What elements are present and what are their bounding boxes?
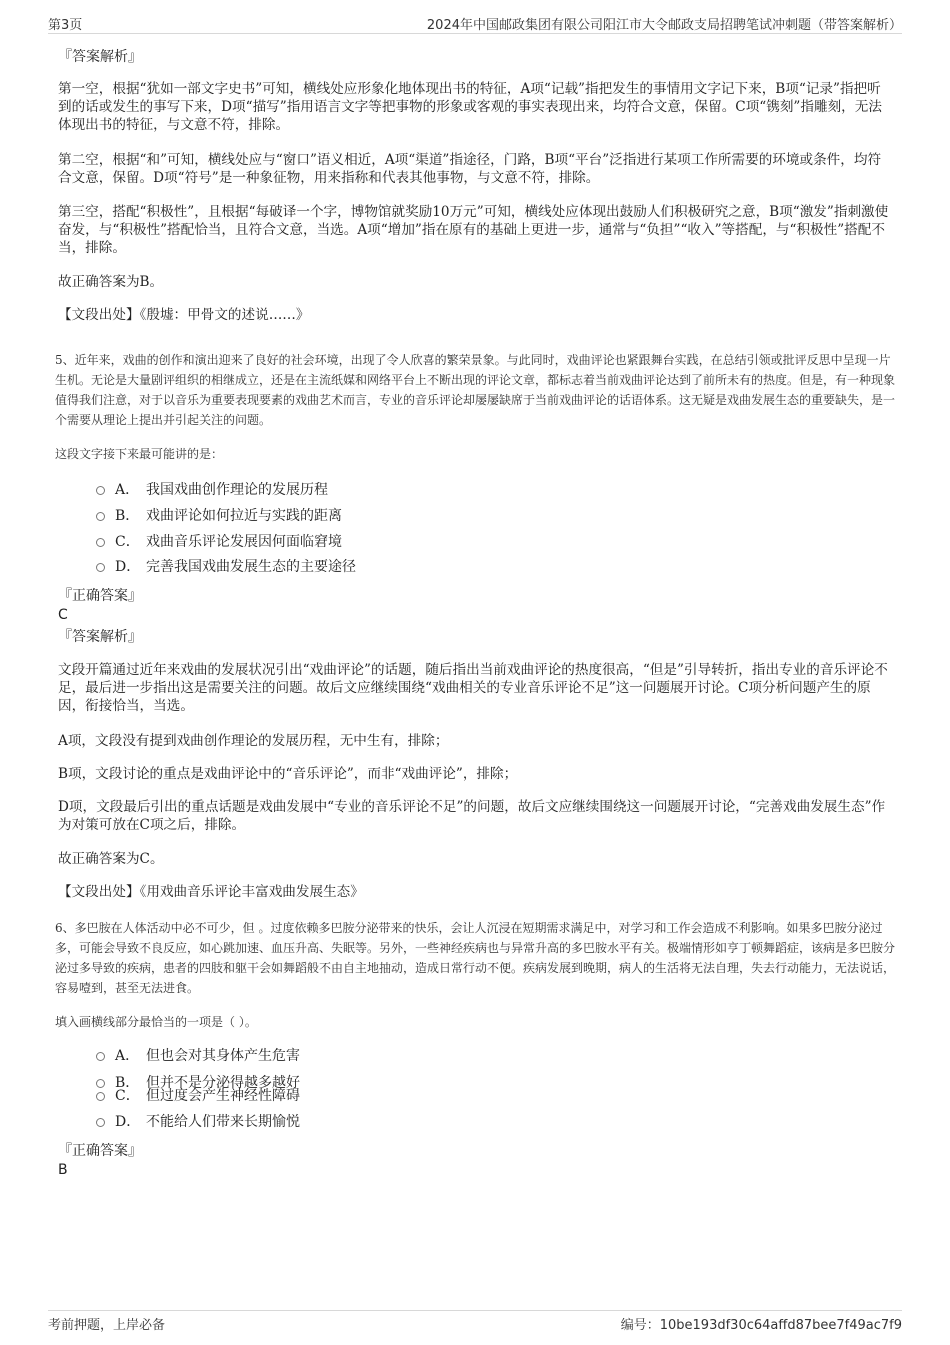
q5-analysis-para-1: 文段开篇通过近年来戏曲的发展状况引出“戏曲评论”的话题，随后指出当前戏曲评论的热度很高，“但是”引导转折，指出专业的音乐评论不足，最后进一步指出这是需要关注的问题。故后文应继续围绕“戏曲相关的专业音乐评论不足”这一问题展开讨论。C项分析问题产生的原因，衔接恰当，当选。 (58, 662, 888, 714)
q6-answer-label: 『正确答案』 (58, 1143, 142, 1159)
q5-analysis-para-2: A项，文段没有提到戏曲创作理论的发展历程，无中生有，排除； (58, 733, 449, 749)
option-text: 完善我国戏曲发展生态的主要途径 (146, 559, 356, 575)
radio-icon[interactable] (96, 486, 105, 495)
q6-stem: 6、多巴胺在人体活动中必不可少，但 。过度依赖多巴胺分泌带来的快乐，会让人沉浸在短期需求满足中，对学习和工作会造成不利影响。如果多巴胺分泌过多，可能会导致不良反应，如心跳加速、血压升高、失眠等。另外，一些神经疾病也与异常升高的多巴胺水平有关。极端情形如亨丁顿舞蹈症，该病是多巴胺分泌过多导致的疾病，患者的四肢和躯干会如舞蹈般不由自主地抽动，造成日常行动不便。疾病发展到晚期，病人的生活将无法自理，失去行动能力，无法说话，容易噎到，甚至无法进食。 (55, 921, 896, 995)
header-divider (48, 33, 902, 34)
option-letter: A． (115, 1048, 140, 1064)
option-letter: C． (115, 1088, 140, 1104)
footer-divider (48, 1310, 902, 1311)
q6-question: 填入画横线部分最恰当的一项是（ ）。 (55, 1015, 257, 1029)
q4-analysis-para-3: 第三空，搭配“积极性”，且根据“每破译一个字，博物馆就奖励10万元”可知，横线处应体现出鼓励人们积极研究之意，B项“激发”指刺激使奋发，与“积极性”搭配恰当，且符合文意，当选。A项“增加”指在原有的基础上更进一步，通常与“负担”“收入”等搭配，与“积极性”搭配不当，排除。 (58, 204, 889, 256)
option-letter: D． (115, 559, 141, 575)
option-text: 戏曲评论如何拉近与实践的距离 (146, 508, 342, 524)
q4-analysis-para-2: 第二空，根据“和”可知，横线处应与“窗口”语义相近，A项“渠道”指途径，门路，B项“平台”泛指进行某项工作所需要的环境或条件，均符合文意，保留。D项“符号”是一种象征物，用来指称和代表其他事物，与文意不符，排除。 (58, 152, 882, 186)
page-header (48, 14, 902, 32)
option-letter: D． (115, 1114, 141, 1130)
q4-analysis-para-1: 第一空，根据“犹如一部文字史书”可知，横线处应形象化地体现出书的特征，A项“记载”指把发生的事情用文字记下来，B项“记录”指把听到的话或发生的事写下来，D项“描写”指用语言文字等把事物的形象或客观的事实表现出来，均符合文意，保留。C项“镌刻”指雕刻，无法体现出书的特征，与文意不符，排除。 (58, 81, 882, 133)
q5-analysis-label: 『答案解析』 (58, 629, 142, 645)
option-letter: B． (115, 508, 140, 524)
q5-stem: 5、近年来，戏曲的创作和演出迎来了良好的社会环境，出现了令人欣喜的繁荣景象。与此同时，戏曲评论也紧跟舞台实践，在总结引领或批评反思中呈现一片生机。无论是大量剧评组织的相继成立，还是在主流纸媒和网络平台上不断出现的评论文章，都标志着当前戏曲评论达到了前所未有的热度。但是，有一种现象值得我们注意，对于以音乐为重要表现要素的戏曲艺术而言，专业的音乐评论却屡屡缺席于当前戏曲评论的话语体系。这无疑是戏曲发展生态的重要缺失，是一个需要从理论上提出并引起关注的问题。 (55, 353, 896, 427)
page-number: 第3页 (48, 18, 83, 33)
option-letter: C． (115, 534, 140, 550)
radio-icon[interactable] (96, 1052, 105, 1061)
option-letter: B． (115, 1075, 140, 1091)
q4-analysis-label: 『答案解析』 (58, 49, 142, 65)
q5-answer: C (58, 607, 68, 623)
option-text: 戏曲音乐评论发展因何面临窘境 (146, 534, 342, 550)
q5-analysis-para-4: D项，文段最后引出的重点话题是戏曲发展中“专业的音乐评论不足”的问题，故后文应继续围绕这一问题展开讨论，“完善戏曲发展生态”作为对策可放在C项之后，排除。 (58, 799, 886, 833)
document-title: 2024年中国邮政集团有限公司阳江市大令邮政支局招聘笔试冲刺题（带答案解析） (426, 18, 902, 33)
option-text: 但也会对其身体产生危害 (146, 1048, 300, 1064)
q5-conclusion: 故正确答案为C。 (58, 851, 164, 867)
radio-icon[interactable] (96, 512, 105, 521)
q5-answer-label: 『正确答案』 (58, 588, 142, 604)
option-text: 但过度会产生神经性障碍 (146, 1088, 300, 1104)
q6-answer: B (58, 1162, 68, 1178)
radio-icon[interactable] (96, 1079, 105, 1088)
page-footer (48, 1314, 902, 1332)
option-text: 不能给人们带来长期愉悦 (146, 1114, 300, 1130)
radio-icon[interactable] (96, 1092, 105, 1101)
option-text: 但并不是分泌得越多越好 (146, 1075, 300, 1091)
option-text: 我国戏曲创作理论的发展历程 (146, 482, 328, 498)
q5-question: 这段文字接下来最可能讲的是： (55, 447, 224, 461)
radio-icon[interactable] (96, 563, 105, 572)
radio-icon[interactable] (96, 538, 105, 547)
footer-serial: 编号：10be193df30c64affd87bee7f49ac7f9 (620, 1318, 902, 1333)
radio-icon[interactable] (96, 1118, 105, 1127)
q4-conclusion: 故正确答案为B。 (58, 274, 164, 290)
footer-slogan: 考前押题，上岸必备 (48, 1318, 166, 1333)
q5-source: 【文段出处】《用戏曲音乐评论丰富戏曲发展生态》 (58, 884, 364, 900)
q5-analysis-para-3: B项，文段讨论的重点是戏曲评论中的“音乐评论”，而非“戏曲评论”，排除； (58, 766, 518, 782)
option-letter: A． (115, 482, 140, 498)
q4-source: 【文段出处】《殷墟：甲骨文的述说……》 (58, 307, 310, 323)
